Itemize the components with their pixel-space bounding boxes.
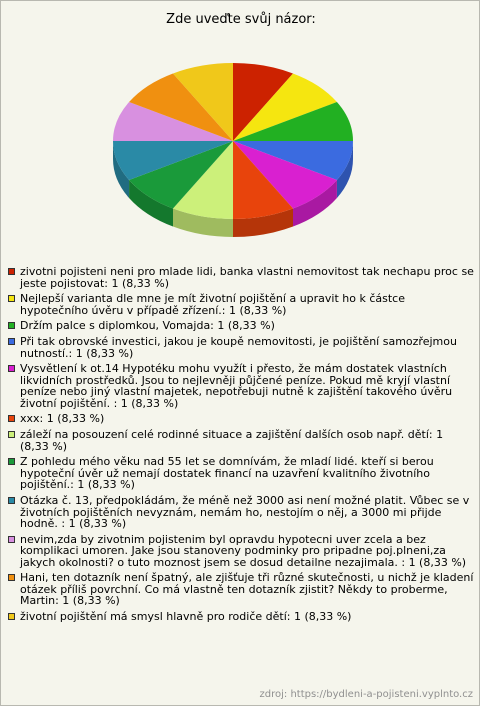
legend-item-9 (8, 495, 474, 530)
legend-label-5: Vysvětlení k ot.14 Hypotéku mohu využít i přesto, že mám dostatek vlastních likvidních prostředků. Jsou to nejlevněji půjčené peníze. Pokud mě kryjí vlastní peníze nebo jiný vlastní majetek, nepotřebuji nutně k zajištění takového úvěru životní pojištění. : 1 (8,33 %) (20, 362, 453, 410)
legend-label-2: Nejlepší varianta dle mne je mít životní pojištění a upravit ho k částce hypotečního úvěru v případě zřízení.: 1 (8,33 %) (20, 292, 405, 317)
legend-label-1: zivotni pojisteni neni pro mlade lidi, banka vlastni nemovitost tak nechapu proc se jeste pojistovat: 1 (8,33 %) (20, 265, 474, 290)
legend-swatch-1 (8, 268, 15, 275)
source-note: zdroj: https://bydleni-a-pojisteni.vyplnto.cz (259, 689, 473, 700)
legend-label-6: xxx: 1 (8,33 %) (20, 412, 105, 426)
legend-swatch-7 (8, 431, 15, 438)
legend-item-10 (8, 534, 474, 569)
legend-label-3: Držím palce s diplomkou, Vomajda: 1 (8,33 %) (20, 319, 275, 333)
legend-label-12: životní pojištění má smysl hlavně pro rodiče dětí: 1 (8,33 %) (20, 610, 352, 624)
legend-item-6 (8, 413, 474, 425)
legend-label-9: Otázka č. 13, předpokládám, že méně než 3000 asi není možné platit. Vůbec se v životních pojištěních nevyznám, nemám ho, nestojím o něj, a 3000 mi přijde hodně. : 1 (8,33 %) (20, 494, 470, 530)
legend-item-7 (8, 429, 474, 452)
legend-label-11: Hani, ten dotazník není špatný, ale zjišťuje tři různé skutečnosti, u nichž je kladení otázek příliš povrchní. Co má vlastně ten dotazník zjistit? Někdy to proberme, Martin: 1 (8,33 %) (20, 571, 474, 608)
legend-label-8: Z pohledu mého věku nad 55 let se domnívám, že mladí lidé. kteří si berou hypoteční úvěr už nemají dostatek financí na uzavření kvalitního životního pojištění.: 1 (8,33 %) (20, 455, 434, 492)
legend-item-4 (8, 336, 474, 359)
legend-swatch-10 (8, 536, 15, 543)
legend-label-10: nevim,zda by zivotnim pojistenim byl opravdu hypotecni uver zcela a bez komplikaci umoren. Jake jsou stanoveny podminky pro pripadne poj.plneni,za jakych okolnosti? o tuto moznost jsem se dosud detailne nezajimala. : 1 (8,33 %) (20, 532, 467, 569)
legend-item-1 (8, 266, 474, 289)
legend-swatch-9 (8, 497, 15, 504)
legend-swatch-4 (8, 338, 15, 345)
legend-item-11 (8, 572, 474, 607)
legend-swatch-3 (8, 322, 15, 329)
legend-item-8 (8, 456, 474, 491)
legend-swatch-6 (8, 415, 15, 422)
legend-item-12 (8, 611, 474, 623)
legend-item-2 (8, 293, 474, 316)
chart-title: Zde uveďte svůj názor: (166, 12, 316, 27)
legend (8, 266, 474, 627)
pie-chart (1, 1, 480, 261)
legend-swatch-8 (8, 458, 15, 465)
legend-item-5 (8, 363, 474, 409)
legend-label-7: záleží na posouzení celé rodinné situace a zajištění dalších osob např. dětí: 1 (8,33 %) (20, 428, 444, 453)
legend-swatch-11 (8, 574, 15, 581)
legend-label-4: Při tak obrovské investici, jakou je koupě nemovitosti, je pojištění samozřejmou nutností.: 1 (8,33 %) (20, 335, 457, 360)
legend-item-3 (8, 320, 474, 332)
legend-swatch-2 (8, 295, 15, 302)
legend-swatch-12 (8, 613, 15, 620)
legend-swatch-5 (8, 365, 15, 372)
